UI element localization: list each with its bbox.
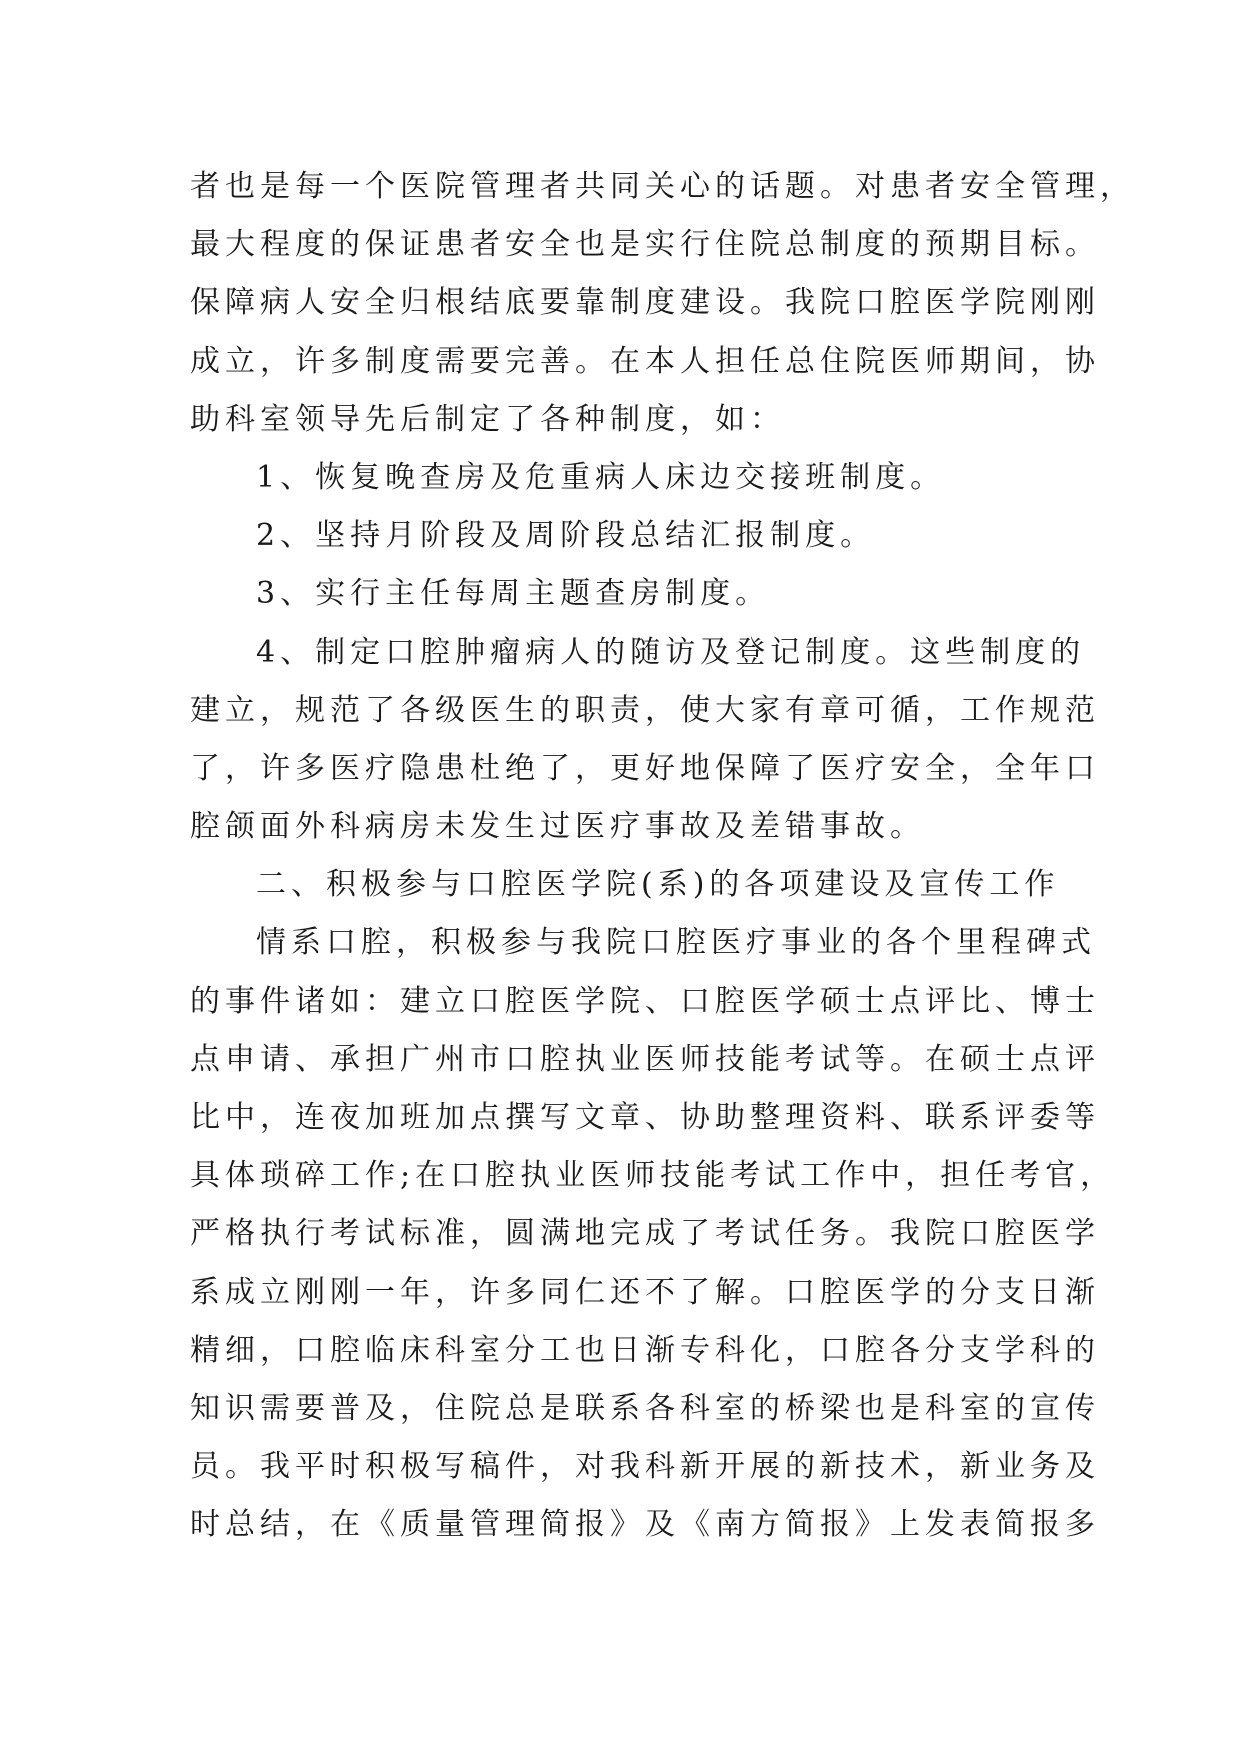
text-line: 腔颌面外科病房未发生过医疗事故及差错事故。 <box>190 809 925 845</box>
document-body <box>190 158 1135 1555</box>
text-line: 员。我平时积极写稿件，对我科新开展的新技术，新业务及 <box>190 1449 1100 1485</box>
text-line: 系成立刚刚一年，许多同仁还不了解。口腔医学的分支日渐 <box>190 1274 1100 1310</box>
text-line: 保障病人安全归根结底要靠制度建设。我院口腔医学院刚刚 <box>190 285 1100 321</box>
text-line: 精细，口腔临床科室分工也日渐专科化，口腔各分支学科的 <box>190 1332 1100 1368</box>
paragraph-start: 情系口腔，积极参与我院口腔医疗事业的各个里程碑式 <box>256 925 1096 961</box>
list-item-1: 1、恢复晚查房及危重病人床边交接班制度。 <box>256 459 946 495</box>
text-line: 助科室领导先后制定了各种制度，如： <box>190 401 785 437</box>
text-line: 具体琐碎工作;在口腔执业医师技能考试工作中，担任考官， <box>190 1158 1116 1194</box>
list-item-2: 2、坚持月阶段及周阶段总结汇报制度。 <box>256 518 876 554</box>
text-line: 了，许多医疗隐患杜绝了，更好地保障了医疗安全，全年口 <box>190 750 1100 786</box>
text-line: 比中，连夜加班加点撰写文章、协助整理资料、联系评委等 <box>190 1100 1100 1135</box>
text-line: 建立，规范了各级医生的职责，使大家有章可循，工作规范 <box>190 692 1100 728</box>
section-heading: 二、积极参与口腔医学院(系)的各项建设及宣传工作 <box>256 867 1060 903</box>
text-line: 的事件诸如：建立口腔医学院、口腔医学硕士点评比、博士 <box>190 983 1100 1019</box>
text-line: 严格执行考试标准，圆满地完成了考试任务。我院口腔医学 <box>190 1216 1100 1252</box>
list-item-3: 3、实行主任每周主题查房制度。 <box>256 576 771 612</box>
text-line: 知识需要普及，住院总是联系各科室的桥梁也是科室的宣传 <box>190 1390 1100 1426</box>
text-line: 最大程度的保证患者安全也是实行住院总制度的预期目标。 <box>190 227 1100 263</box>
list-item-4: 4、制定口腔肿瘤病人的随访及登记制度。这些制度的 <box>256 634 1086 670</box>
text-line: 成立，许多制度需要完善。在本人担任总住院医师期间，协 <box>190 343 1100 379</box>
text-line: 点申请、承担广州市口腔执业医师技能考试等。在硕士点评 <box>190 1041 1100 1077</box>
text-line: 时总结，在《质量管理简报》及《南方简报》上发表简报多 <box>190 1507 1100 1543</box>
text-line: 者也是每一个医院管理者共同关心的话题。对患者安全管理， <box>190 169 1135 204</box>
